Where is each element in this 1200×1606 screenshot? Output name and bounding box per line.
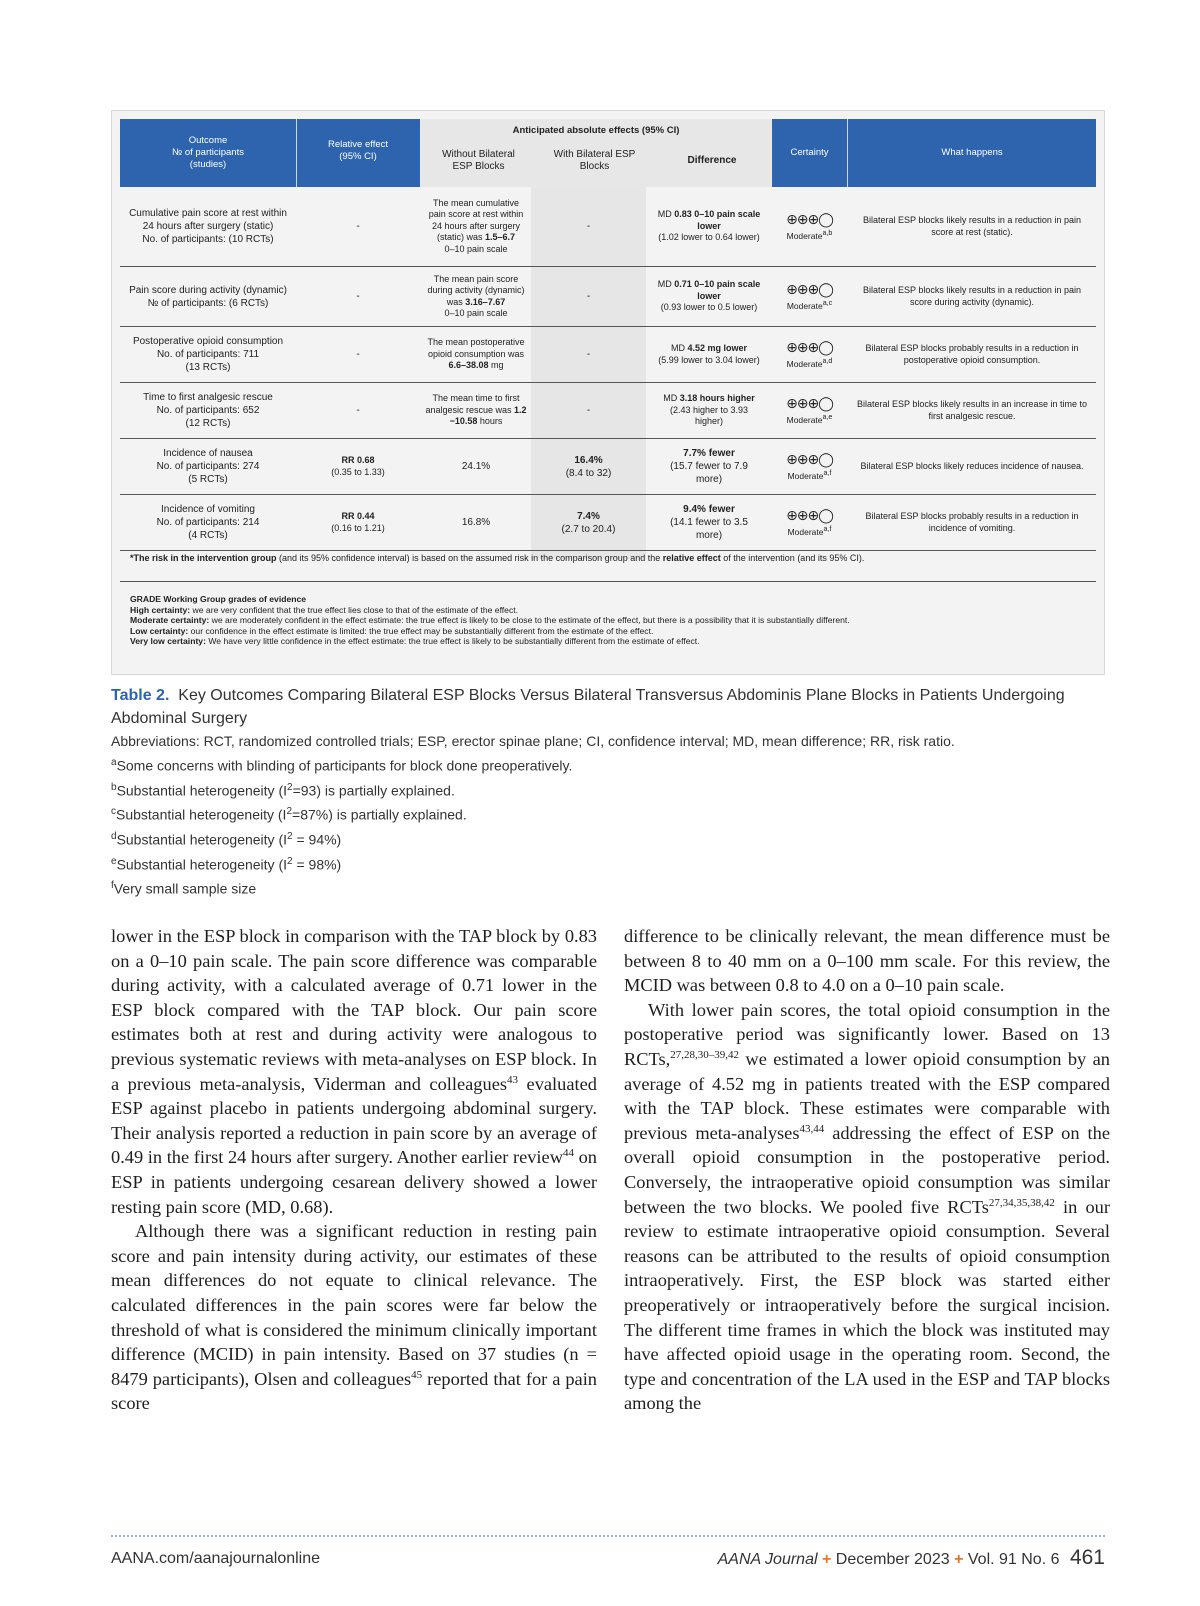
caption-note <box>111 777 1101 802</box>
row-outcome <box>120 187 296 266</box>
header-certainty: Certainty <box>790 147 829 158</box>
certainty-text: Moderate <box>787 470 824 481</box>
certainty-footnote: a,b <box>822 229 833 238</box>
row-outcome <box>120 439 296 494</box>
note-marker: e <box>111 855 117 867</box>
certainty-symbols-icon: ⊕⊕⊕◯ <box>786 340 833 357</box>
paragraph-text: evaluated ESP against placebo in patients undergoing abdominal surgery. Their analysis reported a reduction in pain score by an average of 0.49 in the first 24 hours after surgery. Another earlier review <box>111 1073 597 1168</box>
outcome-line: Incidence of nausea <box>163 448 253 459</box>
citation: 43 <box>507 1073 519 1086</box>
row-certainty <box>772 383 847 438</box>
without-line: 0–10 pain scale <box>444 308 508 318</box>
row-without: 16.8% <box>461 517 491 528</box>
note-text: Substantial heterogeneity (I <box>116 782 288 799</box>
outcome-line: Time to first analgesic rescue <box>143 392 273 403</box>
without-value: 3.16–7.67 <box>465 296 506 307</box>
without-text: was <box>446 296 466 307</box>
note-text: Substantial heterogeneity (I <box>116 831 288 848</box>
footnote-text: (and its 95% confidence interval) is based on the assumed risk in the comparison group and the <box>276 553 663 563</box>
certainty-symbols-icon: ⊕⊕⊕◯ <box>786 396 833 413</box>
note-marker: a <box>111 757 117 768</box>
relative-ci: (0.35 to 1.33) <box>331 466 385 477</box>
note-text: = 98%) <box>292 856 342 873</box>
row-with: - <box>586 349 591 360</box>
paragraph <box>111 924 597 1219</box>
diff-prefix: MD <box>663 393 680 404</box>
diff-line <box>646 343 772 355</box>
without-unit: mg <box>488 360 504 371</box>
header-relative-line: (95% CI) <box>339 151 377 162</box>
header-difference: Difference <box>687 155 737 166</box>
with-value: 7.4% <box>577 510 600 522</box>
row-without <box>420 327 532 382</box>
table-row <box>120 187 1096 267</box>
table-row <box>120 495 1096 551</box>
paragraph-text: addressing the effect of ESP on the overall opioid consumption in the postoperative period. Conversely, the intraoperative opioid consumption was similar between the two blocks. We pooled five RCTs <box>624 1122 1110 1217</box>
table-header <box>120 119 1096 187</box>
row-certainty <box>772 439 847 494</box>
outcome-line: (5 RCTs) <box>188 474 228 485</box>
note-text: Substantial heterogeneity (I <box>116 856 288 873</box>
note-marker: f <box>111 880 114 892</box>
without-line: 24 hours after surgery <box>431 220 521 231</box>
header-what-happens: What happens <box>941 147 1003 158</box>
row-outcome <box>120 327 296 382</box>
certainty-footnote: a,f <box>823 525 832 534</box>
certainty-label <box>772 228 847 241</box>
citation: 43,44 <box>799 1122 825 1135</box>
row-what-happens: Bilateral ESP blocks likely reduces incidence of nausea. <box>860 460 1084 471</box>
row-difference <box>646 495 772 550</box>
grade-definitions <box>130 594 850 647</box>
diff-ci: (2.43 higher to 3.93 <box>669 404 749 415</box>
diff-prefix: MD <box>670 343 688 353</box>
without-line <box>420 405 532 417</box>
plus-icon: + <box>954 1551 964 1568</box>
citation: 45 <box>411 1368 423 1381</box>
grade-text: we are very confident that the true effect lies close to that of the estimate of the effect. <box>190 604 519 615</box>
caption-note <box>111 875 1101 900</box>
without-line: The mean postoperative <box>427 337 525 348</box>
certainty-symbols-icon: ⊕⊕⊕◯ <box>786 282 833 299</box>
without-line <box>420 416 532 428</box>
row-difference <box>646 383 772 438</box>
certainty-text: Moderate <box>786 358 823 369</box>
diff-ci: (14.1 fewer to 3.5 <box>670 517 748 528</box>
certainty-footnote: a,f <box>823 469 832 478</box>
paragraph: difference to be clinically relevant, the mean difference must be between 8 to 40 mm on a 0–100 mm scale. For this review, the MCID was between 0.8 to 4.0 on a 0–10 pain scale. <box>624 926 1110 996</box>
row-difference <box>646 267 772 326</box>
plus-icon: + <box>821 1551 832 1568</box>
grade-label: High certainty: <box>130 604 191 615</box>
note-exponent: 2 <box>286 806 293 818</box>
with-ci: (8.4 to 32) <box>565 467 612 479</box>
footer-volume: Vol. 91 No. 6 <box>967 1551 1060 1568</box>
header-outcome <box>120 119 296 187</box>
grade-text: We have very little confidence in the effect estimate: the true effect is likely to be substantially different from the estimate of effect. <box>205 636 700 647</box>
without-line: The mean time to first <box>432 393 520 404</box>
row-what-happens: Bilateral ESP blocks likely results in an increase in time to first analgesic rescue. <box>857 399 1087 421</box>
table-row <box>120 439 1096 495</box>
table-row <box>120 383 1096 439</box>
header-outcome-line: Outcome <box>188 135 228 146</box>
citation: 27,28,30–39,42 <box>670 1048 739 1061</box>
row-relative: - <box>356 291 360 302</box>
without-value: 6.6–38.08 <box>448 360 489 371</box>
certainty-label <box>772 412 847 425</box>
certainty-text: Moderate <box>787 526 824 537</box>
footer-url[interactable]: AANA.com/aanajournalonline <box>111 1550 321 1567</box>
certainty-label <box>772 356 847 369</box>
certainty-text: Moderate <box>786 414 823 425</box>
grade-item <box>130 605 850 616</box>
row-relative <box>297 439 419 494</box>
diff-prefix: MD <box>657 279 675 290</box>
header-anticipated <box>420 119 772 187</box>
row-without <box>420 187 532 266</box>
footer-date: December 2023 <box>835 1551 950 1568</box>
diff-ci: (1.02 lower to 0.64 lower) <box>658 232 760 243</box>
header-outcome-line: № of participants <box>172 147 244 158</box>
header-with-line: Blocks <box>579 161 610 172</box>
paragraph-text: Although there was a significant reduction in resting pain score and pain intensity during activity, our estimates of these mean differences do not equate to clinical relevance. The calculated differences in the pain scores were far below the threshold of what is considered the minimum clinically important difference (MCID) in pain intensity. Based on 37 studies (n = 8479 participants), Olsen and colleagues <box>111 1221 597 1389</box>
certainty-text: Moderate <box>786 230 823 241</box>
outcome-line: (13 RCTs) <box>185 362 231 373</box>
header-without <box>420 149 537 173</box>
header-relative-line: Relative effect <box>327 139 389 150</box>
without-line <box>420 297 532 309</box>
caption-note <box>111 801 1101 826</box>
row-what-happens: Bilateral ESP blocks probably results in a reduction in postoperative opioid consumption. <box>865 343 1079 365</box>
row-without <box>420 383 532 438</box>
certainty-label <box>772 468 847 481</box>
with-ci: (2.7 to 20.4) <box>561 523 616 535</box>
without-line: The mean cumulative <box>432 197 520 208</box>
with-value: 16.4% <box>574 454 603 466</box>
grade-label: Moderate certainty: <box>130 615 210 626</box>
paragraph-text: on ESP in patients undergoing cesarean delivery showed a lower resting pain score (MD, 0.68). <box>111 1147 597 1217</box>
grade-label: Very low certainty: <box>130 636 206 647</box>
without-value: 1.2 <box>514 404 527 415</box>
diff-line: lower <box>697 290 721 301</box>
certainty-footnote: a,c <box>822 299 833 308</box>
header-without-line: ESP Blocks <box>452 161 505 172</box>
diff-ci: more) <box>695 474 723 485</box>
row-with <box>531 495 646 550</box>
table-caption <box>111 684 1101 900</box>
divider <box>120 581 1096 582</box>
note-marker: d <box>111 830 117 842</box>
diff-value: 3.18 hours higher <box>679 393 755 404</box>
diff-value: 0.83 0–10 pain scale <box>674 209 761 220</box>
certainty-text: Moderate <box>786 300 823 311</box>
body-column-left <box>111 924 597 1416</box>
diff-value: 9.4% fewer <box>683 504 735 515</box>
table-row <box>120 267 1096 327</box>
footer-journal: AANA Journal <box>717 1551 818 1568</box>
header-with-line: With Bilateral ESP <box>553 149 636 160</box>
note-marker: b <box>111 781 117 793</box>
header-anticipated-title: Anticipated absolute effects (95% CI) <box>512 125 680 136</box>
diff-value: 7.7% fewer <box>683 448 735 459</box>
diff-ci: (5.99 lower to 3.04 lower) <box>658 354 760 365</box>
row-relative: - <box>356 405 360 416</box>
without-line: The mean pain score <box>433 273 519 284</box>
outcome-line: Incidence of vomiting <box>161 504 255 515</box>
note-text: Substantial heterogeneity (I <box>116 806 287 823</box>
row-what-happens: Bilateral ESP blocks likely results in a reduction in pain score at rest (static). <box>863 215 1081 237</box>
diff-ci: (0.93 lower to 0.5 lower) <box>660 302 758 313</box>
row-what-happens: Bilateral ESP blocks likely results in a reduction in pain score during activity (dynamic). <box>863 285 1081 307</box>
row-certainty <box>772 327 847 382</box>
without-line: during activity (dynamic) <box>427 285 525 295</box>
grade-item <box>130 615 850 626</box>
certainty-footnote: a,d <box>822 357 833 366</box>
row-with: - <box>586 291 591 302</box>
caption-abbreviations: Abbreviations: RCT, randomized controlled trials; ESP, erector spinae plane; CI, confidence interval; MD, mean difference; RR, risk ratio. <box>111 733 955 749</box>
diff-line <box>646 279 772 291</box>
grade-item <box>130 636 850 647</box>
caption-title <box>111 684 1101 730</box>
row-difference <box>646 439 772 494</box>
row-without: 24.1% <box>461 461 491 472</box>
note-marker: c <box>111 806 116 818</box>
relative-ci: (0.16 to 1.21) <box>331 522 385 533</box>
header-without-line: Without Bilateral <box>442 149 515 160</box>
citation: 44 <box>563 1147 574 1160</box>
paragraph-text: in our review to estimate intraoperative opioid consumption. Several reasons can be attributed to the results of opioid consumption intraoperatively. First, the ESP block was started either preoperatively or intraoperatively before the surgical incision. The different time frames in which the block was instituted may have affected opioid usage in the operating room. Second, the type and concentration of the LA used in the ESP and TAP blocks among the <box>624 1196 1111 1414</box>
relative-value: RR 0.44 <box>341 511 375 521</box>
caption-note <box>111 826 1101 851</box>
caption-note <box>111 752 1101 777</box>
table-row <box>120 327 1096 383</box>
certainty-label <box>772 524 847 537</box>
paragraph-text: lower in the ESP block in comparison with the TAP block by 0.83 on a 0–10 pain scale. The pain score difference was comparable during activity, with a calculated average of 0.71 lower in the ESP block compared with the TAP block. Our pain score estimates both at rest and during activity were analogous to previous systematic reviews with meta-analyses on ESP block. In a previous meta-analysis, Viderman and colleagues <box>111 926 597 1094</box>
caption-title-text: Key Outcomes Comparing Bilateral ESP Blocks Versus Bilateral Transversus Abdominis Plane Blocks in Patients Undergoing Abdominal Surgery <box>111 687 1065 727</box>
certainty-symbols-icon: ⊕⊕⊕◯ <box>786 452 833 469</box>
caption-note <box>111 851 1101 876</box>
certainty-footnote: a,e <box>822 413 833 422</box>
certainty-label <box>772 298 847 311</box>
row-difference <box>646 327 772 382</box>
note-text: =93) is partially explained. <box>292 782 455 799</box>
row-what-happens: Bilateral ESP blocks probably results in a reduction in incidence of vomiting. <box>865 511 1079 533</box>
outcome-line: (12 RCTs) <box>185 418 231 429</box>
row-relative: - <box>356 349 360 360</box>
diff-prefix: MD <box>657 209 675 220</box>
header-with <box>537 149 652 173</box>
outcome-line: No. of participants: 214 <box>156 517 260 528</box>
outcome-line: No. of participants: 274 <box>156 461 260 472</box>
citation: 27,34,35,38,42 <box>988 1196 1055 1209</box>
diff-line: lower <box>697 220 721 231</box>
footnote-bold: relative effect <box>662 553 721 563</box>
grade-text: our confidence in the effect estimate is limited: the true effect may be substantially different from the estimate of the effect. <box>188 625 654 636</box>
without-value: 1.5–6.7 <box>484 232 516 243</box>
paragraph <box>111 1219 597 1416</box>
row-relative <box>297 495 419 550</box>
outcome-line: Cumulative pain score at rest within <box>129 208 287 219</box>
outcome-line: 24 hours after surgery (static) <box>142 221 274 232</box>
header-relative-effect <box>297 119 419 187</box>
without-line: opioid consumption was <box>427 348 525 359</box>
without-line <box>420 232 532 244</box>
body-column-right <box>624 924 1110 1416</box>
row-with: - <box>586 221 591 232</box>
footer-divider <box>111 1535 1105 1537</box>
outcome-line: (4 RCTs) <box>188 530 228 541</box>
without-line <box>420 360 532 372</box>
outcome-line: Postoperative opioid consumption <box>132 336 284 347</box>
certainty-symbols-icon: ⊕⊕⊕◯ <box>786 212 833 229</box>
diff-ci: (15.7 fewer to 7.9 <box>670 461 748 472</box>
row-relative: - <box>356 221 360 232</box>
page-number: 461 <box>1069 1546 1105 1569</box>
without-text: analgesic rescue was <box>425 404 515 415</box>
diff-ci: higher) <box>694 416 723 427</box>
row-outcome <box>120 383 296 438</box>
without-line: pain score at rest within <box>428 209 524 220</box>
footnote-text: of the intervention (and its 95% CI). <box>720 553 865 563</box>
row-with: - <box>586 405 591 416</box>
note-exponent: 2 <box>287 830 293 842</box>
header-outcome-line: (studies) <box>189 159 227 170</box>
row-outcome <box>120 495 296 550</box>
outcome-line: No. of participants: 711 <box>156 349 260 360</box>
diff-line <box>646 393 772 405</box>
grade-table <box>111 110 1105 675</box>
without-line: 0–10 pain scale <box>444 243 508 254</box>
outcome-line: No. of participants: (10 RCTs) <box>142 234 274 245</box>
grade-text: we are moderately confident in the effect estimate: the true effect is likely to be close to the estimate of the effect, but there is a possibility that it is substantially different. <box>209 615 850 626</box>
note-text: = 94%) <box>292 831 342 848</box>
certainty-symbols-icon: ⊕⊕⊕◯ <box>786 508 833 525</box>
diff-value: 0.71 0–10 pain scale <box>674 279 761 290</box>
grade-title: GRADE Working Group grades of evidence <box>130 594 307 604</box>
caption-label: Table 2. <box>111 687 170 704</box>
footer-citation <box>718 1546 1105 1570</box>
diff-line <box>646 209 772 221</box>
diff-ci: more) <box>695 530 723 541</box>
without-text: (static) was <box>436 232 485 243</box>
paragraph-text: reported that for a pain score <box>111 1368 597 1414</box>
row-outcome <box>120 267 296 326</box>
outcome-line: No. of participants: 652 <box>156 405 260 416</box>
without-value: −10.58 <box>449 416 478 427</box>
grade-item <box>130 626 850 637</box>
row-difference <box>646 187 772 266</box>
diff-value: 4.52 mg lower <box>687 343 748 353</box>
note-text: Some concerns with blinding of participants for block done preoperatively. <box>116 757 573 774</box>
paragraph-text: With lower pain scores, the total opioid consumption in the postoperative period was significantly lower. Based on 13 RCTs, <box>624 999 1110 1069</box>
grade-label: Low certainty: <box>130 625 189 636</box>
paragraph <box>624 998 1110 1416</box>
paragraph-text: we estimated a lower opioid consumption by an average of 4.52 mg in patients treated with the ESP compared with the TAP block. These estimates were comparable with previous meta-analyses <box>624 1048 1110 1143</box>
row-certainty <box>772 267 847 326</box>
note-text: =87%) is partially explained. <box>292 806 467 823</box>
without-unit: hours <box>477 416 503 427</box>
relative-value: RR 0.68 <box>341 455 375 465</box>
outcome-line: Pain score during activity (dynamic) <box>129 284 287 296</box>
outcome-line: № of participants: (6 RCTs) <box>147 297 269 309</box>
row-certainty <box>772 495 847 550</box>
row-certainty <box>772 187 847 266</box>
row-without <box>420 267 532 326</box>
note-text: Very small sample size <box>113 880 257 897</box>
row-with <box>531 439 646 494</box>
footnote-bold: *The risk in the intervention group <box>130 553 277 563</box>
note-exponent: 2 <box>287 781 293 793</box>
note-exponent: 2 <box>287 855 293 867</box>
table-footnote <box>130 553 864 563</box>
